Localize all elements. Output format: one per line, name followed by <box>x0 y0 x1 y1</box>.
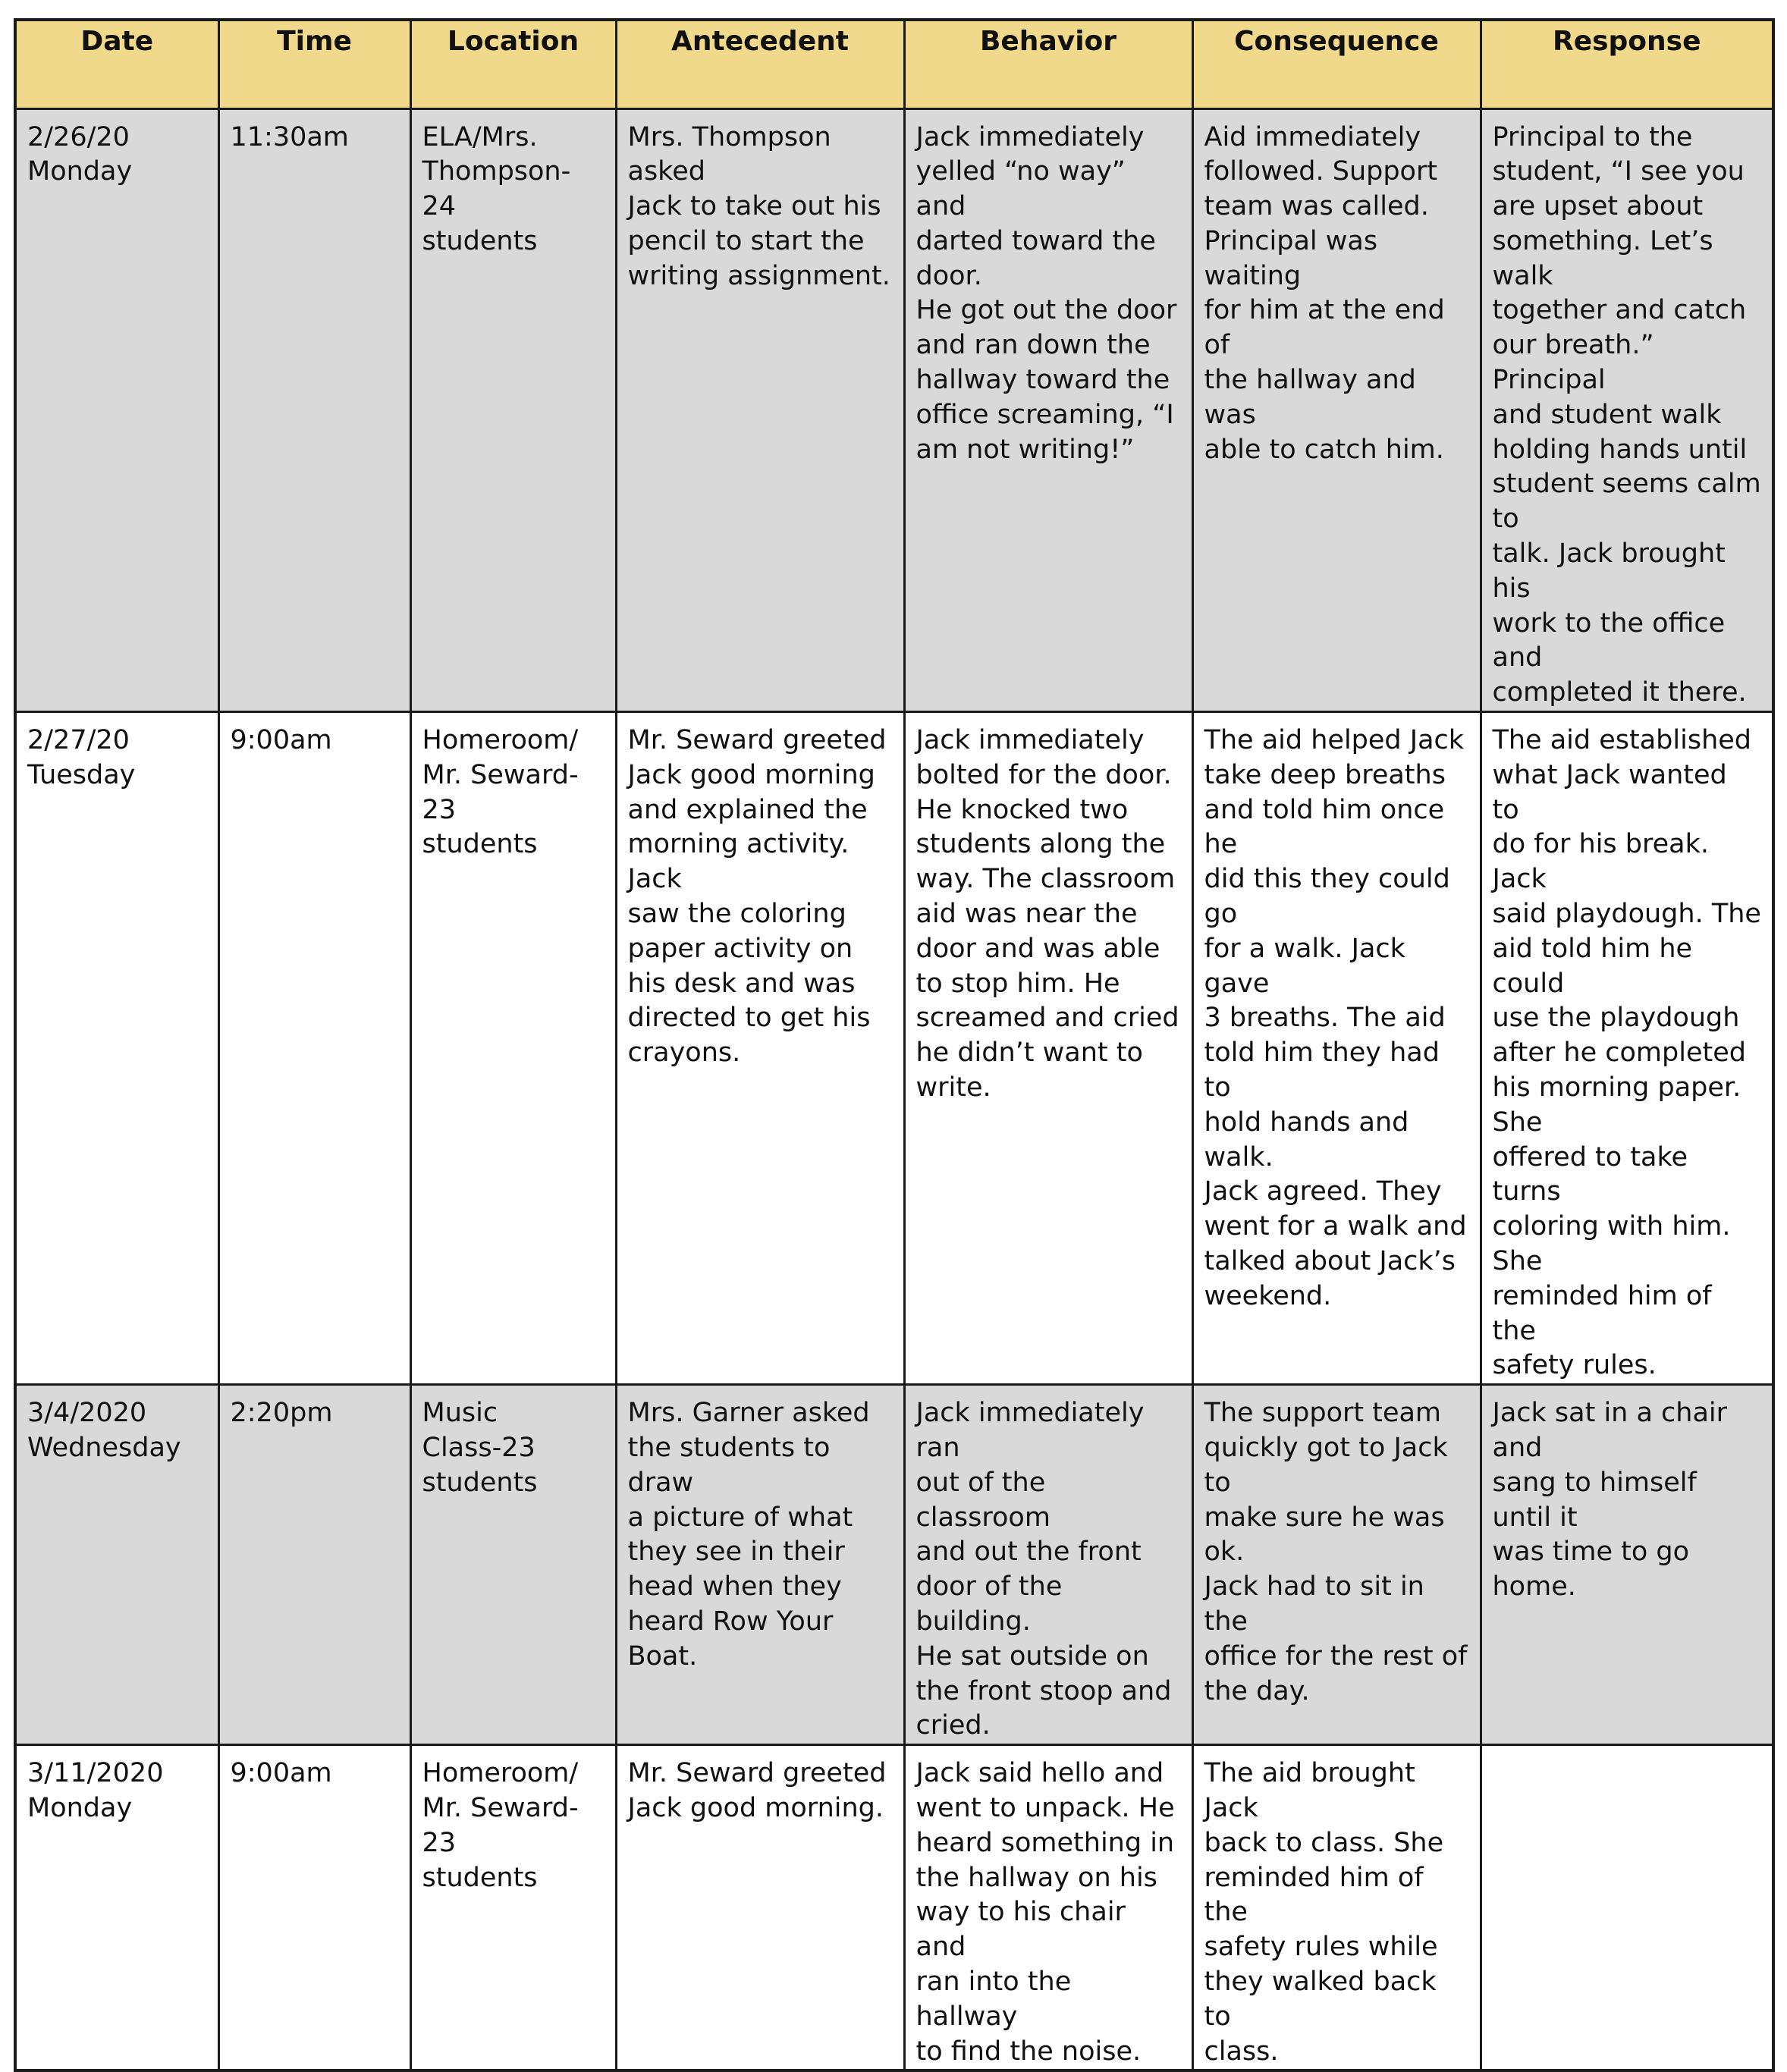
cell-antecedent: Mrs. Garner asked the students to draw a picture of what they see in their head when they heard Row Your Boat. <box>616 1385 904 1745</box>
cell-consequence: The support team quickly got to Jack to make sure he was ok. Jack had to sit in the office for the rest of the day. <box>1192 1385 1481 1745</box>
cell-location: Homeroom/ Mr. Seward-23 students <box>410 712 616 1385</box>
cell-date: 2/27/20 Tuesday <box>15 712 218 1385</box>
header-antecedent: Antecedent <box>616 20 904 108</box>
cell-time: 9:00am <box>218 1745 410 2071</box>
cell-response: Jack sat in a chair and sang to himself until it was time to go home. <box>1481 1385 1773 1745</box>
header-date: Date <box>15 20 218 108</box>
cell-behavior: Jack immediately bolted for the door. He knocked two students along the way. The classroom aid was near the door and was able to stop him. He screamed and cried he didn’t want to write. <box>904 712 1192 1385</box>
table-header <box>15 20 1773 108</box>
cell-antecedent: Mrs. Thompson asked Jack to take out his pencil to start the writing assignment. <box>616 108 904 712</box>
cell-response: The aid established what Jack wanted to do for his break. Jack said playdough. The aid told him he could use the playdough after he completed his morning paper. She offered to take turns coloring with him. She reminded him of the safety rules. <box>1481 712 1773 1385</box>
cell-time: 11:30am <box>218 108 410 712</box>
cell-date: 2/26/20 Monday <box>15 108 218 712</box>
header-time: Time <box>218 20 410 108</box>
table-row <box>15 108 1773 712</box>
cell-consequence: Aid immediately followed. Support team was called. Principal was waiting for him at the end of the hallway and was able to catch him. <box>1192 108 1481 712</box>
cell-time: 9:00am <box>218 712 410 1385</box>
cell-behavior: Jack immediately yelled “no way” and darted toward the door. He got out the door and ran down the hallway toward the office screaming, “I am not writing!” <box>904 108 1192 712</box>
abc-behavior-log-table <box>14 18 1775 2072</box>
table-body <box>15 108 1773 2070</box>
cell-location: Homeroom/ Mr. Seward-23 students <box>410 1745 616 2071</box>
cell-response: Principal to the student, “I see you are upset about something. Let’s walk together and catch our breath.” Principal and student walk holding hands until student seems calm to talk. Jack brought his work to the office and completed it there. <box>1481 108 1773 712</box>
cell-behavior: Jack said hello and went to unpack. He heard something in the hallway on his way to his chair and ran into the hallway to find the noise. <box>904 1745 1192 2071</box>
header-consequence: Consequence <box>1192 20 1481 108</box>
cell-consequence: The aid brought Jack back to class. She reminded him of the safety rules while they walked back to class. <box>1192 1745 1481 2071</box>
cell-behavior: Jack immediately ran out of the classroom and out the front door of the building. He sat outside on the front stoop and cried. <box>904 1385 1192 1745</box>
cell-response <box>1481 1745 1773 2071</box>
cell-time: 2:20pm <box>218 1385 410 1745</box>
cell-antecedent: Mr. Seward greeted Jack good morning. <box>616 1745 904 2071</box>
cell-location: ELA/Mrs. Thompson-24 students <box>410 108 616 712</box>
header-location: Location <box>410 20 616 108</box>
header-row <box>15 20 1773 108</box>
cell-antecedent: Mr. Seward greeted Jack good morning and explained the morning activity. Jack saw the coloring paper activity on his desk and was directed to get his crayons. <box>616 712 904 1385</box>
table-row <box>15 1745 1773 2071</box>
table-row <box>15 712 1773 1385</box>
header-response: Response <box>1481 20 1773 108</box>
table-row <box>15 1385 1773 1745</box>
cell-date: 3/4/2020 Wednesday <box>15 1385 218 1745</box>
header-behavior: Behavior <box>904 20 1192 108</box>
cell-consequence: The aid helped Jack take deep breaths and told him once he did this they could go for a walk. Jack gave 3 breaths. The aid told him they had to hold hands and walk. Jack agreed. They went for a walk and talked about Jack’s weekend. <box>1192 712 1481 1385</box>
cell-date: 3/11/2020 Monday <box>15 1745 218 2071</box>
cell-location: Music Class-23 students <box>410 1385 616 1745</box>
